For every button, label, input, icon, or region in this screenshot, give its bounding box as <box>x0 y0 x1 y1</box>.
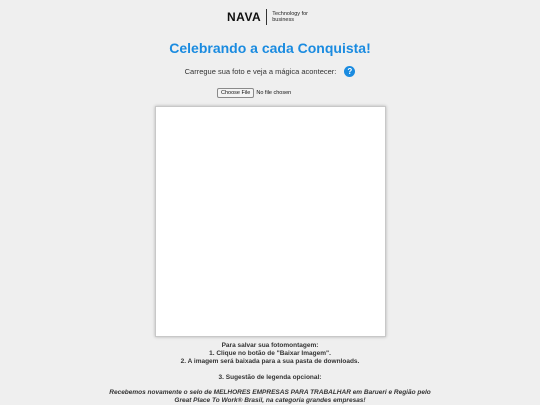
file-input[interactable] <box>217 88 291 98</box>
subtitle: Carregue sua foto e veja a mágica acontecer: <box>184 67 337 76</box>
instructions-step-2: 2. A imagem será baixada para a sua pasta de downloads. <box>180 358 360 365</box>
suggested-caption <box>0 389 540 405</box>
caption-line-2: Great Place To Work® Brasil, na categoria grandes empresas! <box>174 397 366 404</box>
file-status: No file chosen <box>256 90 292 96</box>
instructions-gap <box>0 366 540 374</box>
instructions-step-1: 1. Clique no botão de "Baixar Imagem". <box>209 350 331 357</box>
subtitle-row <box>0 66 540 77</box>
help-icon[interactable]: ? <box>344 66 355 77</box>
page-title: Celebrando a cada Conquista! <box>169 40 371 56</box>
save-instructions <box>0 342 540 382</box>
caption-line-1: Recebemos novamente o selo de MELHORES EMPRESAS PARA TRABALHAR em Barueri e Região pelo <box>109 389 431 396</box>
logo-divider <box>266 9 267 25</box>
image-preview-canvas <box>155 106 386 337</box>
logo-word: NAVA <box>227 10 262 24</box>
logo-tagline: Technology for business <box>272 11 309 23</box>
choose-file-button[interactable]: Choose File <box>217 88 254 98</box>
nava-logo <box>227 8 320 26</box>
instructions-step-3: 3. Sugestão de legenda opcional: <box>218 374 322 381</box>
instructions-heading: Para salvar sua fotomontagem: <box>221 342 319 349</box>
